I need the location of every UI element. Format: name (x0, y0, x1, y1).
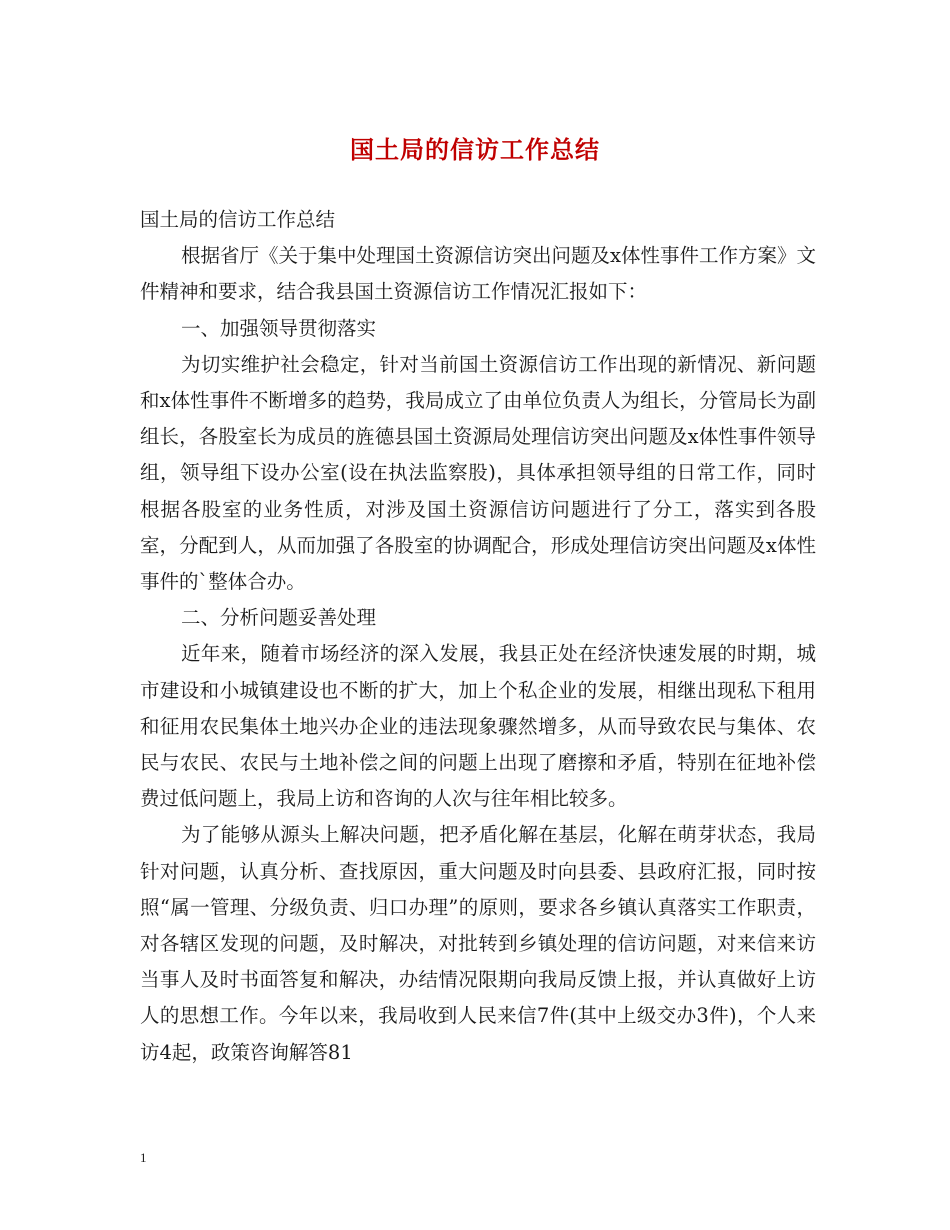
document-body (140, 202, 816, 1071)
document-title: 国土局的信访工作总结 (350, 135, 600, 164)
section-1-paragraph: 为切实维护社会稳定，针对当前国土资源信访工作出现的新情况、新问题和x体性事件不断增多的趋势，我局成立了由单位负责人为组长，分管局长为副组长，各股室长为成员的旌德县国土资源局处理信访突出问题及x体性事件领导组，领导组下设办公室(设在执法监察股)，具体承担领导组的日常工作，同时根据各股室的业务性质，对涉及国土资源信访问题进行了分工，落实到各股室，分配到人，从而加强了各股室的协调配合，形成处理信访突出问题及x体性事件的`整体合办。 (140, 352, 816, 594)
section-2-paragraph-1: 近年来，随着市场经济的深入发展，我县正处在经济快速发展的时期，城市建设和小城镇建设也不断的扩大，加上个私企业的发展，相继出现私下租用和征用农民集体土地兴办企业的违法现象骤然增多，从而导致农民与集体、农民与农民、农民与土地补偿之间的问题上出现了磨擦和矛盾，特别在征地补偿费过低问题上，我局上访和咨询的人次与往年相比较多。 (140, 642, 816, 811)
body-heading: 国土局的信访工作总结 (140, 208, 336, 231)
intro-paragraph: 根据省厅《关于集中处理国土资源信访突出问题及x体性事件工作方案》文件精神和要求，结合我县国土资源信访工作情况汇报如下： (140, 244, 816, 304)
page-number: 1 (140, 1150, 147, 1165)
section-heading-2: 二、分析问题妥善处理 (181, 606, 377, 630)
section-2-paragraph-2: 为了能够从源头上解决问题，把矛盾化解在基层，化解在萌芽状态，我局针对问题，认真分析、查找原因，重大问题及时向县委、县政府汇报，同时按照“属一管理、分级负责、归口办理”的原则，要求各乡镇认真落实工作职责，对各辖区发现的问题，及时解决，对批转到乡镇处理的信访问题，对来信来访当事人及时书面答复和解决，办结情况限期向我局反馈上报，并认真做好上访人的思想工作。今年以来，我局收到人民来信7件(其中上级交办3件)，个人来访4起，政策咨询解答81 (140, 823, 816, 1064)
section-heading-1: 一、加强领导贯彻落实 (181, 316, 377, 340)
